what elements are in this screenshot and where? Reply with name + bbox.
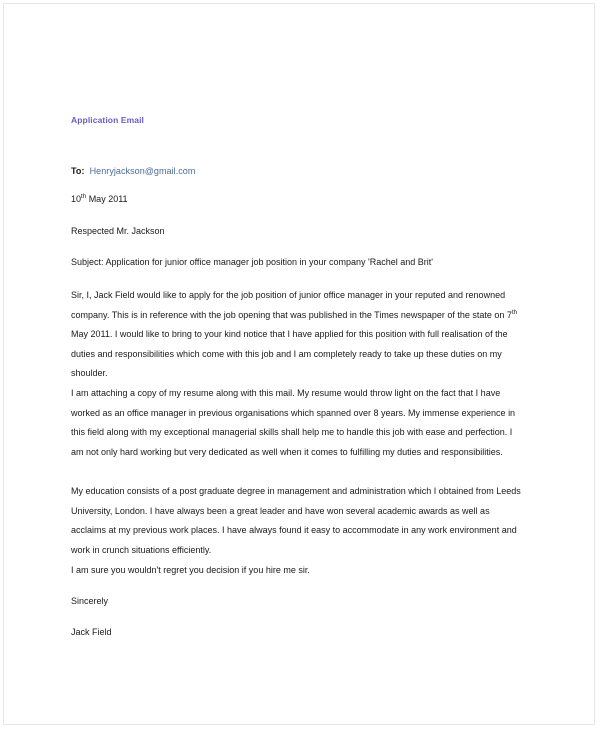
document-title: Application Email [71,115,145,125]
body-paragraph-4: I am sure you wouldn't regret you decision if you hire me sir. [71,565,310,575]
paragraph-1-part-2: May 2011. I would like to bring to your kind notice that I have applied for this position with full realisation of the duties and responsibilities which come with this job and I am completely ready to take up these duties on my shoulder. [71,329,508,379]
salutation: Respected Mr. Jackson [71,226,165,236]
paragraph-1-ordinal-suffix: th [511,308,518,316]
body-paragraph-1 [71,286,523,384]
date-rest: May 2011 [86,194,128,204]
paragraph-1-part-1: Sir, I, Jack Field would like to apply for the job position of junior office manager in your reputed and renowned company. This is in reference with the job opening that was published in the Times newspaper of the state on 7 [71,290,512,320]
body-paragraph-2: I am attaching a copy of my resume along with this mail. My resume would throw light on the fact that I have worked as an office manager in previous organisations which spanned over 8 years. My immense experience in this field along with my exceptional managerial skills shall help me to handle this job with ease and perfection. I am not only hard working but very dedicated as well when it comes to fulfilling my duties and responsibilities. [71,388,516,457]
closing-signoff: Sincerely [71,596,109,606]
recipient-email-address[interactable]: Henryjackson@gmail.com [89,166,196,176]
date-day: 10 [71,194,82,204]
recipient-label: To: [71,166,85,176]
body-paragraph-3: My education consists of a post graduate degree in management and administration which I obtained from Leeds University, London. I have always been a great leader and have won several academic awards as well as acclaims at my previous work places. I have always found it easy to accommodate in any work environment and work in crunch situations efficiently. [71,486,521,555]
signature-name: Jack Field [71,627,112,637]
document-page [3,3,595,725]
recipient-line [71,165,195,178]
letter-date [71,194,128,204]
subject-line: Subject: Application for junior office manager job position in your company 'Rachel and Brit' [71,257,433,267]
date-ordinal-suffix: th [81,193,87,200]
